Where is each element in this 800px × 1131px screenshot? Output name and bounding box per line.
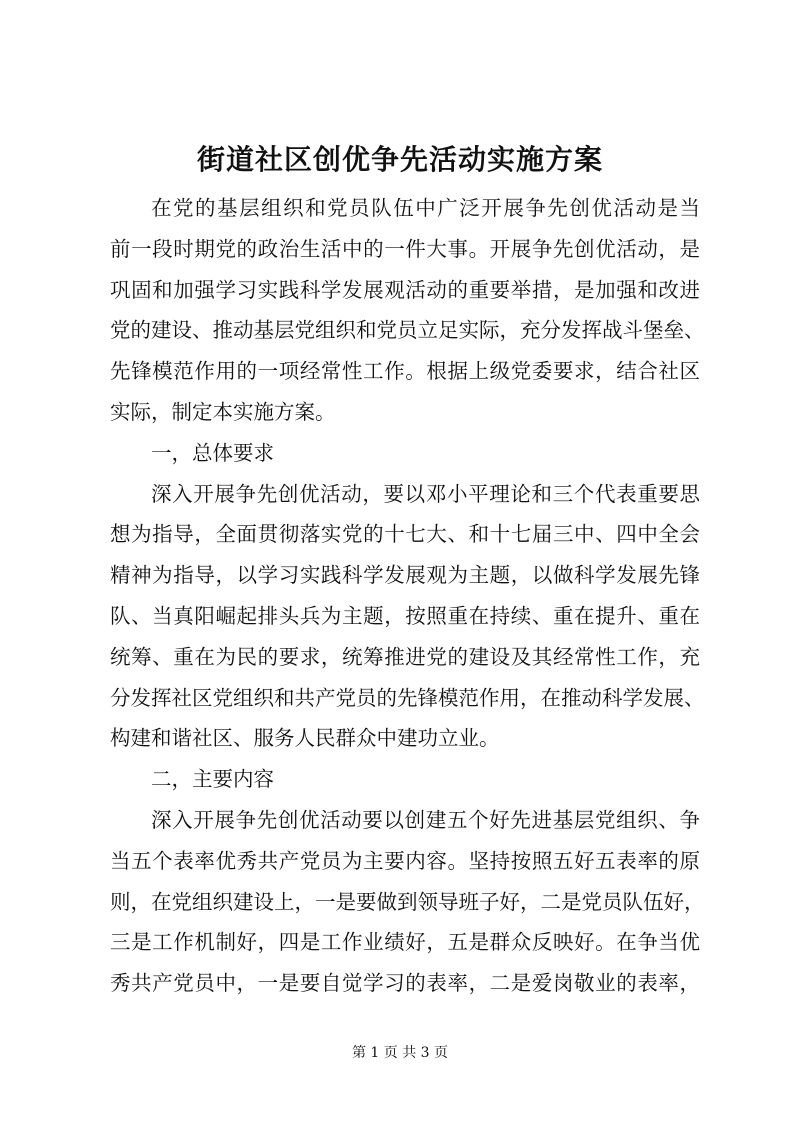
- body-line: 实际，制定本实施方案。: [110, 399, 336, 424]
- body-line: 队、当真阳崛起排头兵为主题，按照重在持续、重在提升、重在: [110, 603, 700, 628]
- body-line: 当五个表率优秀共产党员为主要内容。坚持按照五好五表率的原: [110, 848, 700, 873]
- body-line: 深入开展争先创优活动，要以邓小平理论和三个代表重要思: [151, 481, 700, 506]
- page-number-footer: 第 1 页 共 3 页: [351, 1045, 449, 1061]
- body-line: 秀共产党员中，一是要自觉学习的表率，二是爱岗敬业的表率，: [110, 971, 700, 996]
- body-line: 党的建设、推动基层党组织和党员立足实际，充分发挥战斗堡垒、: [110, 318, 705, 343]
- section-heading-general: 一，总体要求: [151, 440, 274, 465]
- body-line: 精神为指导，以学习实践科学发展观为主题，以做科学发展先锋: [110, 563, 700, 588]
- body-line: 三是工作机制好，四是工作业绩好，五是群众反映好。在争当优: [110, 930, 700, 955]
- body-line: 前一段时期党的政治生活中的一件大事。开展争先创优活动，是: [110, 236, 700, 261]
- body-line: 构建和谐社区、服务人民群众中建功立业。: [110, 726, 500, 751]
- body-line: 先锋模范作用的一项经常性工作。根据上级党委要求，结合社区: [110, 359, 700, 384]
- body-line: 统筹、重在为民的要求，统筹推进党的建设及其经常性工作，充: [110, 644, 700, 669]
- body-line: 则，在党组织建设上，一是要做到领导班子好，二是党员队伍好，: [110, 889, 705, 914]
- body-line: 深入开展争先创优活动要以创建五个好先进基层党组织、争: [151, 807, 700, 832]
- document-title: 街道社区创优争先活动实施方案: [196, 143, 603, 176]
- body-line: 想为指导，全面贯彻落实党的十七大、和十七届三中、四中全会: [110, 522, 700, 547]
- body-line: 巩固和加强学习实践科学发展观活动的重要举措，是加强和改进: [110, 277, 700, 302]
- document-body: [110, 188, 705, 1004]
- body-line: 分发挥社区党组织和共产党员的先锋模范作用，在推动科学发展、: [110, 685, 705, 710]
- section-heading-content: 二，主要内容: [151, 767, 274, 792]
- body-line: 在党的基层组织和党员队伍中广泛开展争先创优活动是当: [151, 196, 700, 220]
